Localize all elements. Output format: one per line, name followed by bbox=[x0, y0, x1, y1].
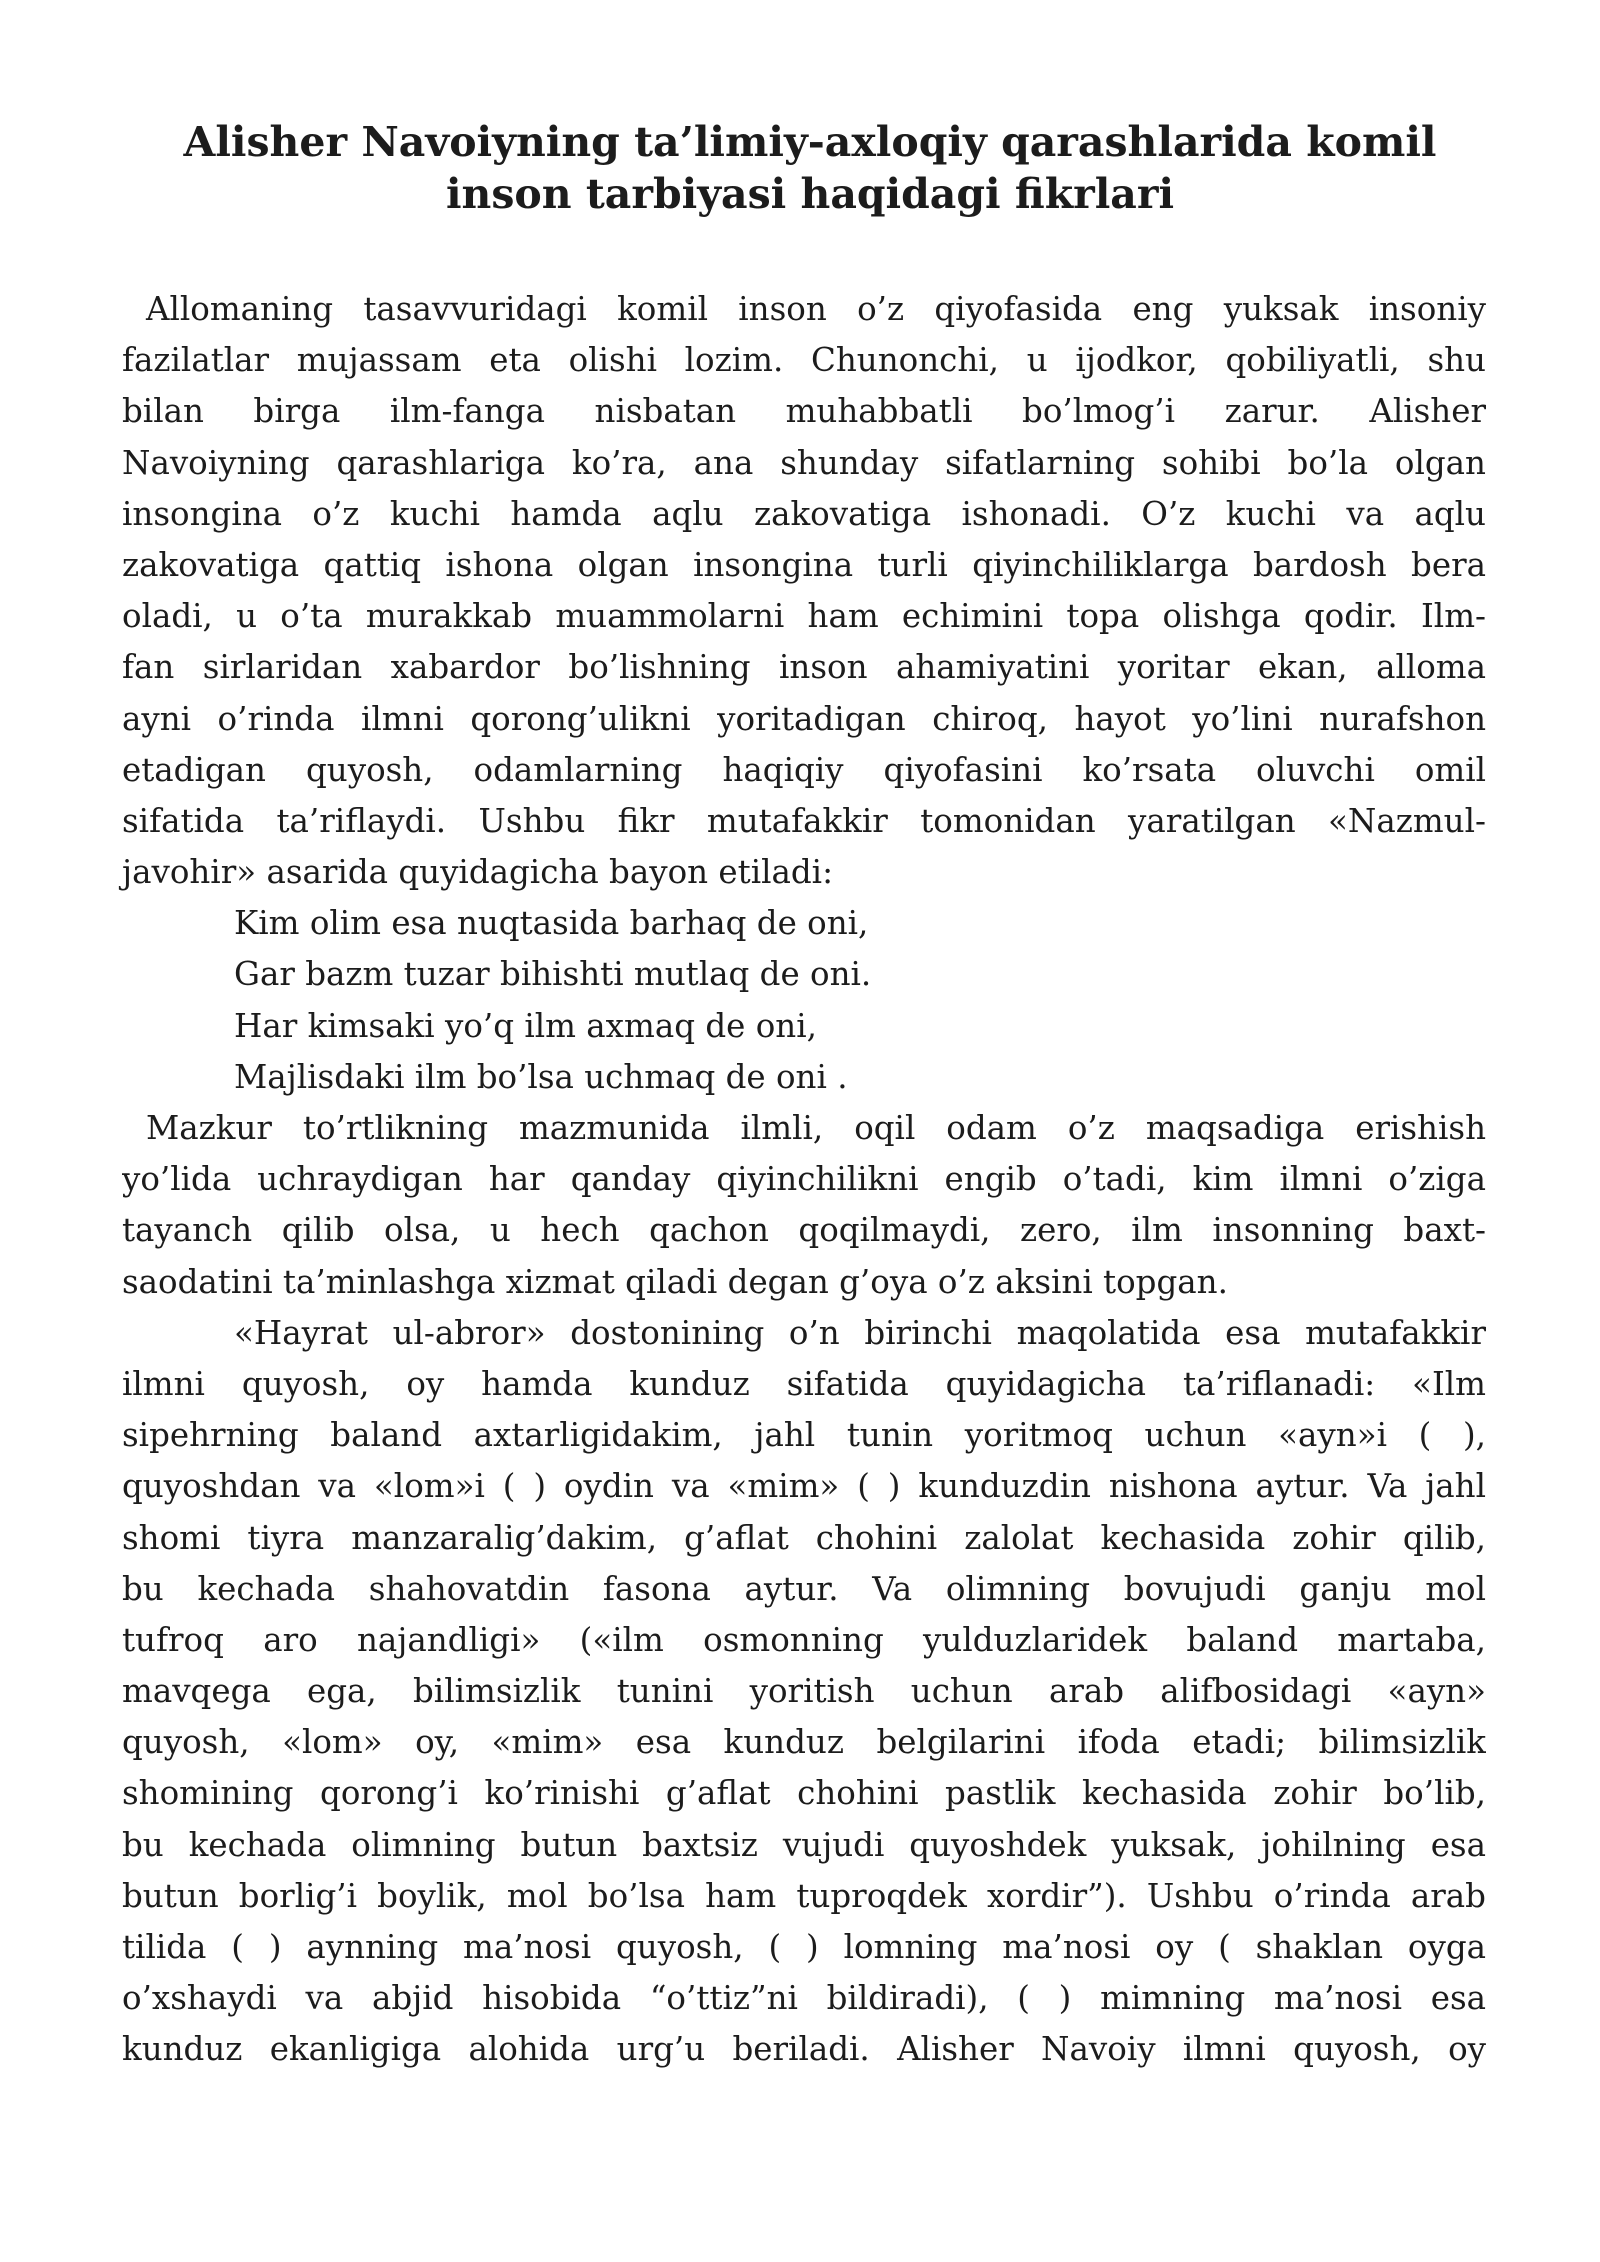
text-line: kunduz ekanligiga alohida urg’u beriladi. Alisher Navoiy ilmni quyosh, oy bbox=[122, 2030, 1486, 2069]
title-line-2: inson tarbiyasi haqidagi fikrlari bbox=[445, 170, 1175, 218]
text-line: shomi tiyra manzaralig’dakim, g’aflat chohini zalolat kechasida zohir qilib, bbox=[122, 1518, 1486, 1557]
text-line: Allomaning tasavvuridagi komil inson o’z qiyofasida eng yuksak insoniy bbox=[146, 290, 1486, 328]
text-line: saodatini ta’minlashga xizmat qiladi degan g’oya o’z aksini topgan. bbox=[122, 1262, 1228, 1301]
verse-line: Majlisdaki ilm bo’lsa uchmaq de oni . bbox=[234, 1057, 848, 1096]
verse-line: Kim olim esa nuqtasida barhaq de oni, bbox=[234, 904, 869, 943]
document-body bbox=[122, 284, 1486, 2076]
text-line: ilmni quyosh, oy hamda kunduz sifatida quyidagicha ta’riflanadi: «Ilm bbox=[122, 1364, 1486, 1403]
text-line: bilan birga ilm-fanga nisbatan muhabbatli bo’lmog’i zarur. Alisher bbox=[122, 392, 1486, 431]
text-line: yo’lida uchraydigan har qanday qiyinchilikni engib o’tadi, kim ilmni o’ziga bbox=[122, 1160, 1486, 1199]
text-line: zakovatiga qattiq ishona olgan insongina turli qiyinchiliklarga bardosh bera bbox=[122, 545, 1486, 584]
text-line: o’xshaydi va abjid hisobida “o’ttiz”ni bildiradi), ( ) mimning ma’nosi esa bbox=[122, 1979, 1486, 2018]
text-line: fan sirlaridan xabardor bo’lishning inson ahamiyatini yoritar ekan, alloma bbox=[122, 648, 1486, 687]
text-line: quyoshdan va «lom»i ( ) oydin va «mim» ( ) kunduzdin nishona aytur. Va jahl bbox=[122, 1467, 1486, 1506]
text-line: sifatida ta’riflaydi. Ushbu fikr mutafakkir tomonidan yaratilgan «Nazmul- bbox=[122, 801, 1486, 840]
text-line: fazilatlar mujassam eta olishi lozim. Chunonchi, u ijodkor, qobiliyatli, shu bbox=[122, 341, 1486, 380]
text-line: sipehrning baland axtarligidakim, jahl tunin yoritmoq uchun «ayn»i ( ), bbox=[122, 1416, 1486, 1455]
text-line: Navoiyning qarashlariga ko’ra, ana shunday sifatlarning sohibi bo’la olgan bbox=[122, 443, 1486, 482]
verse-line: Har kimsaki yo’q ilm axmaq de oni, bbox=[234, 1006, 817, 1045]
text-line: oladi, u o’ta murakkab muammolarni ham echimini topa olishga qodir. Ilm- bbox=[122, 597, 1486, 636]
text-line: javohir» asarida quyidagicha bayon etiladi: bbox=[122, 853, 834, 892]
document-title bbox=[120, 116, 1500, 220]
verse-line: Gar bazm tuzar bihishti mutlaq de oni. bbox=[234, 955, 872, 994]
text-line: tayanch qilib olsa, u hech qachon qoqilmaydi, zero, ilm insonning baxt- bbox=[122, 1211, 1486, 1250]
text-line: quyosh, «lom» oy, «mim» esa kunduz belgilarini ifoda etadi; bilimsizlik bbox=[122, 1723, 1486, 1762]
text-line: mavqega ega, bilimsizlik tunini yoritish uchun arab alifbosidagi «ayn» bbox=[122, 1672, 1486, 1711]
text-line: bu kechada shahovatdin fasona aytur. Va olimning bovujudi ganju mol bbox=[122, 1569, 1486, 1608]
text-line: ayni o’rinda ilmni qorong’ulikni yoritadigan chiroq, hayot yo’lini nurafshon bbox=[122, 699, 1486, 738]
text-line: «Hayrat ul-abror» dostonining o’n birinchi maqolatida esa mutafakkir bbox=[234, 1313, 1486, 1352]
text-line: etadigan quyosh, odamlarning haqiqiy qiyofasini ko’rsata oluvchi omil bbox=[122, 750, 1486, 789]
title-line-1: Alisher Navoiyning ta’limiy-axloqiy qarashlarida komil bbox=[183, 118, 1437, 166]
text-line: insongina o’z kuchi hamda aqlu zakovatiga ishonadi. O’z kuchi va aqlu bbox=[122, 494, 1486, 533]
text-line: Mazkur to’rtlikning mazmunida ilmli, oqil odam o’z maqsadiga erishish bbox=[146, 1109, 1486, 1147]
text-line: shomining qorong’i ko’rinishi g’aflat chohini pastlik kechasida zohir bo’lib, bbox=[122, 1774, 1486, 1813]
text-line: bu kechada olimning butun baxtsiz vujudi quyoshdek yuksak, johilning esa bbox=[122, 1825, 1486, 1864]
text-line: tufroq aro najandligi» («ilm osmonning yulduzlaridek baland martaba, bbox=[122, 1620, 1486, 1659]
text-line: butun borlig’i boylik, mol bo’lsa ham tuproqdek xordir”). Ushbu o’rinda arab bbox=[122, 1876, 1486, 1915]
text-line: tilida ( ) aynning ma’nosi quyosh, ( ) lomning ma’nosi oy ( shaklan oyga bbox=[122, 1928, 1486, 1966]
